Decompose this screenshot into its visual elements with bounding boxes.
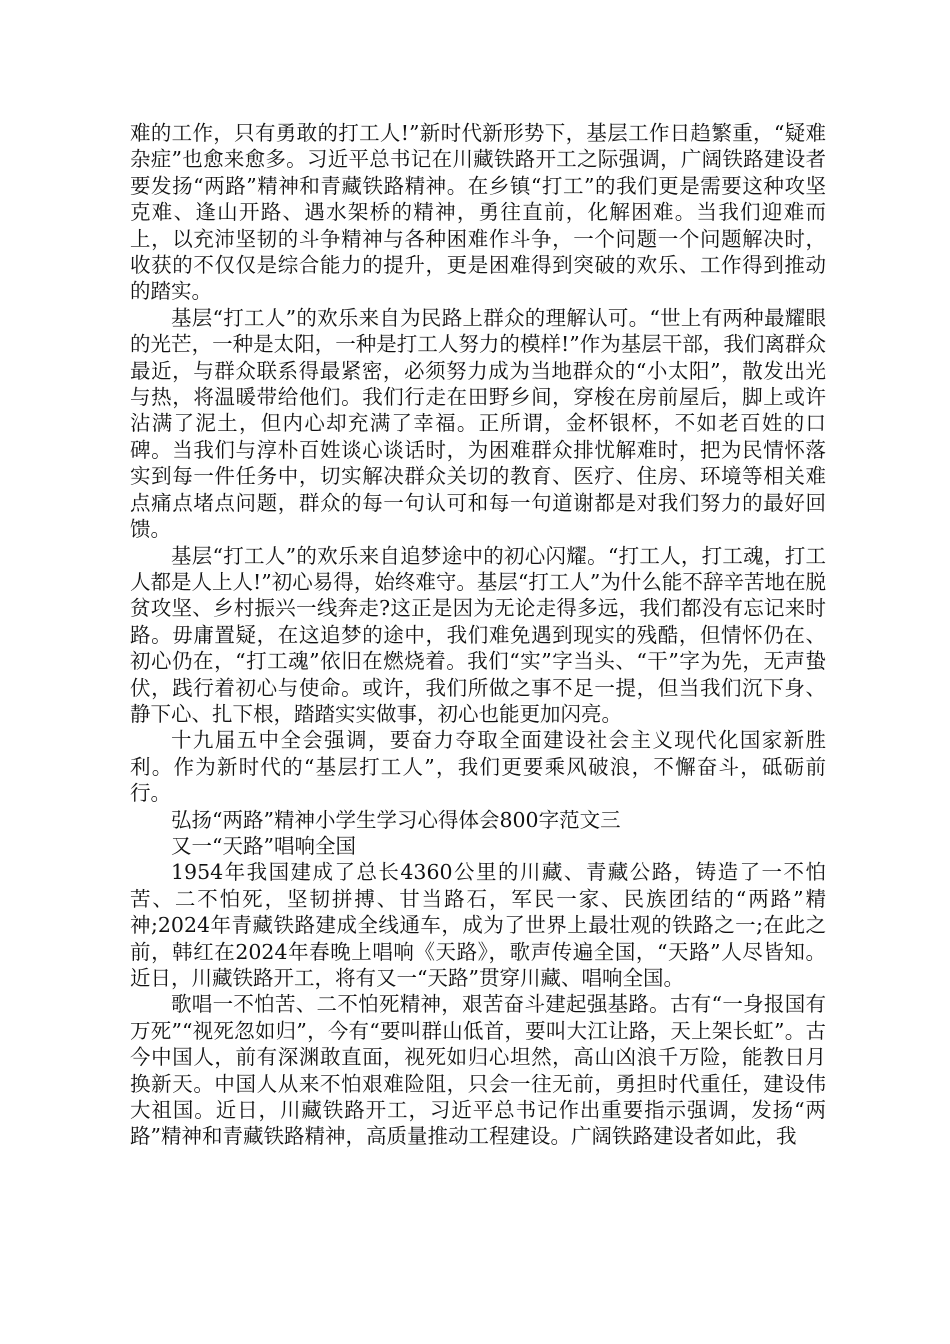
paragraph-4: 十九届五中全会强调，要奋力夺取全面建设社会主义现代化国家新胜利。作为新时代的“基层打工人”，我们更要乘风破浪，不懈奋斗，砥砺前行。: [130, 728, 826, 806]
section-title: 弘扬“两路”精神小学生学习心得体会800字范文三: [171, 807, 621, 832]
section-subtitle: 又一“天路”唱响全国: [171, 833, 356, 858]
paragraph-6: 歌唱一不怕苦、二不怕死精神，艰苦奋斗建起强基路。古有“一身报国有万死”“视死忽如归”，今有“要叫群山低首，要叫大江让路，天上架长虹”。古今中国人，前有深渊敢直面，视死如归心坦然，高山凶浪千万险，能教日月换新天。中国人从来不怕艰难险阻，只会一往无前，勇担时代重任，建设伟大祖国。近日，川藏铁路开工，习近平总书记作出重要指示强调，发扬“两路”精神和青藏铁路精神，高质量推动工程建设。广阔铁路建设者如此，我: [130, 992, 826, 1149]
paragraph-1: 难的工作，只有勇敢的打工人!”新时代新形势下，基层工作日趋繁重，“疑难杂症”也愈来愈多。习近平总书记在川藏铁路开工之际强调，广阔铁路建设者要发扬“两路”精神和青藏铁路精神。在乡镇“打工”的我们更是需要这种攻坚克难、逢山开路、遇水架桥的精神，勇往直前，化解困难。当我们迎难而上，以充沛坚韧的斗争精神与各种困难作斗争，一个问题一个问题解决时，收获的不仅仅是综合能力的提升，更是困难得到突破的欢乐、工作得到推动的踏实。: [130, 121, 826, 304]
document-body: [130, 120, 826, 1150]
paragraph-2: 基层“打工人”的欢乐来自为民路上群众的理解认可。“世上有两种最耀眼的光芒，一种是太阳，一种是打工人努力的模样!”作为基层干部，我们离群众最近，与群众联系得最紧密，必须努力成为当地群众的“小太阳”，散发出光与热，将温暖带给他们。我们行走在田野乡间，穿梭在房前屋后，脚上或许沾满了泥土，但内心却充满了幸福。正所谓，金杯银杯，不如老百姓的口碑。当我们与淳朴百姓谈心谈话时，为困难群众排忧解难时，把为民情怀落实到每一件任务中，切实解决群众关切的教育、医疗、住房、环境等相关难点痛点堵点问题，群众的每一句认可和每一句道谢都是对我们努力的最好回馈。: [130, 305, 826, 542]
paragraph-3: 基层“打工人”的欢乐来自追梦途中的初心闪耀。“打工人，打工魂，打工人都是人上人!”初心易得，始终难守。基层“打工人”为什么能不辞辛苦地在脱贫攻坚、乡村振兴一线奔走?这正是因为无论走得多远，我们都没有忘记来时路。毋庸置疑，在这追梦的途中，我们难免遇到现实的残酷，但情怀仍在、初心仍在，“打工魂”依旧在燃烧着。我们“实”字当头、“干”字为先，无声蛰伏，践行着初心与使命。或许，我们所做之事不足一提，但当我们沉下身、静下心、扎下根，踏踏实实做事，初心也能更加闪亮。: [130, 543, 826, 726]
paragraph-5: 1954年我国建成了总长4360公里的川藏、青藏公路，铸造了一不怕苦、二不怕死，坚韧拼搏、甘当路石，军民一家、民族团结的“两路”精神;2024年青藏铁路建成全线通车，成为了世界上最壮观的铁路之一;在此之前，韩红在2024年春晚上唱响《天路》，歌声传遍全国，“天路”人尽皆知。近日，川藏铁路开工，将有又一“天路”贯穿川藏、唱响全国。: [130, 860, 826, 990]
